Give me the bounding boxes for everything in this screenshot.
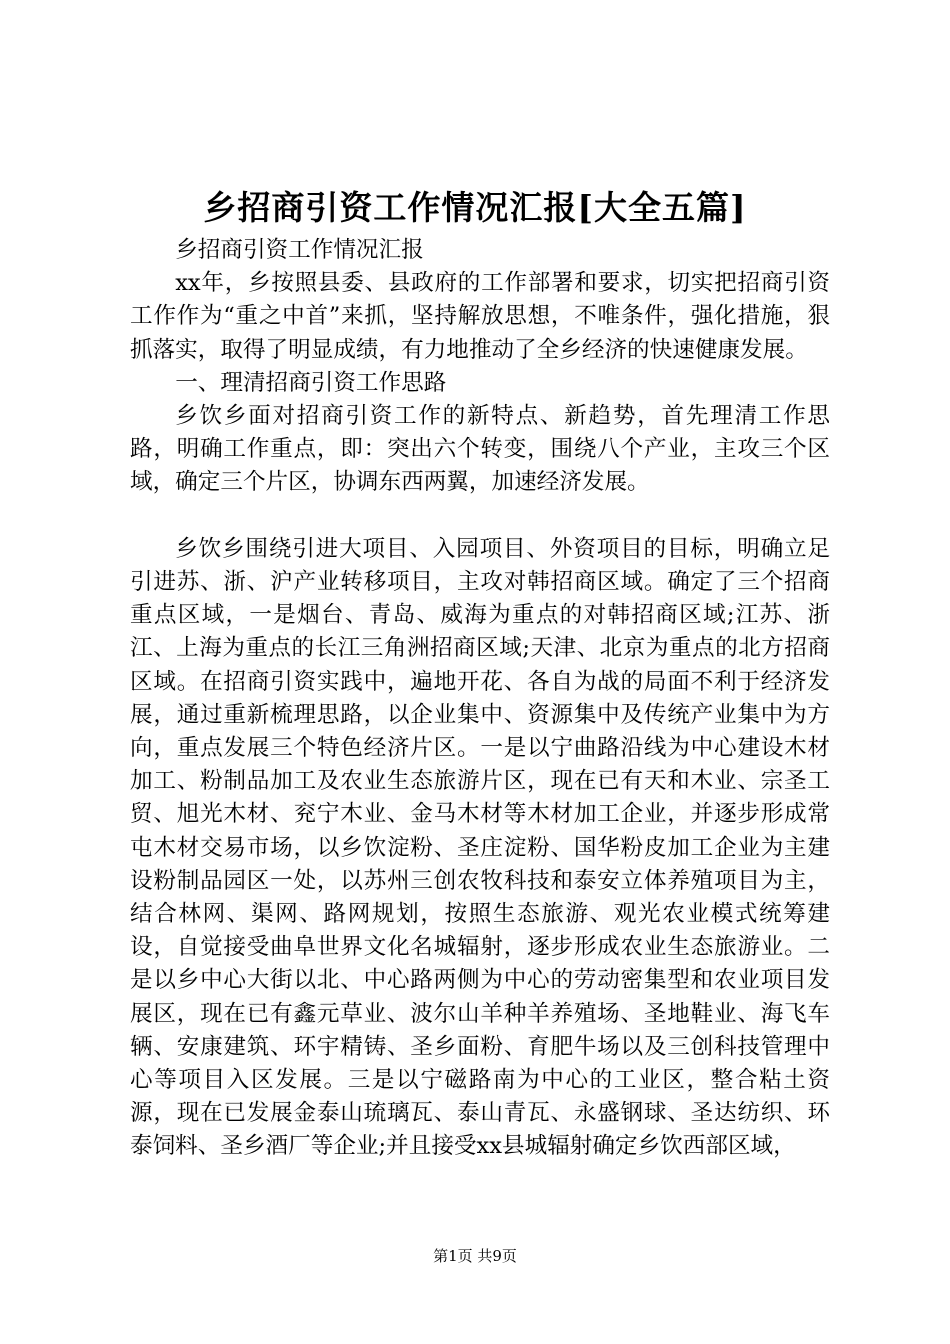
document-body: [130, 234, 830, 1164]
paragraph-subtitle: 乡招商引资工作情况汇报: [175, 237, 424, 263]
paragraph-approach: 乡饮乡面对招商引资工作的新特点、新趋势，首先理清工作思路，明确工作重点，即：突出六个转变，围绕八个产业，主攻三个区域，确定三个片区，协调东西两翼，加速经济发展。: [130, 403, 830, 496]
document-title: 乡招商引资工作情况汇报[大全五篇]: [203, 188, 747, 227]
page-footer: 第1页 共9页: [433, 1247, 517, 1265]
section-heading: 一、理清招商引资工作思路: [175, 369, 447, 396]
paragraph-intro: xx年，乡按照县委、县政府的工作部署和要求，切实把招商引资工作作为“重之中首”来抓，坚持解放思想，不唯条件，强化措施，狠抓落实，取得了明显成绩，有力地推动了全乡经济的快速健康发展。: [130, 270, 830, 363]
paragraph-regions: 乡饮乡围绕引进大项目、入园项目、外资项目的目标，明确立足引进苏、浙、沪产业转移项目，主攻对韩招商区域。确定了三个招商重点区域，一是烟台、青岛、威海为重点的对韩招商区域;江苏、浙江、上海为重点的长江三角洲招商区域;天津、北京为重点的北方招商区域。在招商引资实践中，遍地开花、各自为战的局面不利于经济发展，通过重新梳理思路，以企业集中、资源集中及传统产业集中为方向，重点发展三个特色经济片区。一是以宁曲路沿线为中心建设木材加工、粉制品加工及农业生态旅游片区，现在已有天和木业、宗圣工贸、旭光木材、兖宁木业、金马木材等木材加工企业，并逐步形成常屯木材交易市场，以乡饮淀粉、圣庄淀粉、国华粉皮加工企业为主建设粉制品园区一处，以苏州三创农牧科技和泰安立体养殖项目为主，结合林网、渠网、路网规划，按照生态旅游、观光农业模式统筹建设，自觉接受曲阜世界文化名城辐射，逐步形成农业生态旅游业。二是以乡中心大街以北、中心路两侧为中心的劳动密集型和农业项目发展区，现在已有鑫元草业、波尔山羊种羊养殖场、圣地鞋业、海飞车辆、安康建筑、环宇精铸、圣乡面粉、育肥牛场以及三创科技管理中心等项目入区发展。三是以宁磁路南为中心的工业区，整合粘土资源，现在已发展金泰山琉璃瓦、泰山青瓦、永盛钢球、圣达纺织、环泰饲料、圣乡酒厂等企业;并且接受xx县城辐射确定乡饮西部区域，: [130, 535, 830, 1160]
